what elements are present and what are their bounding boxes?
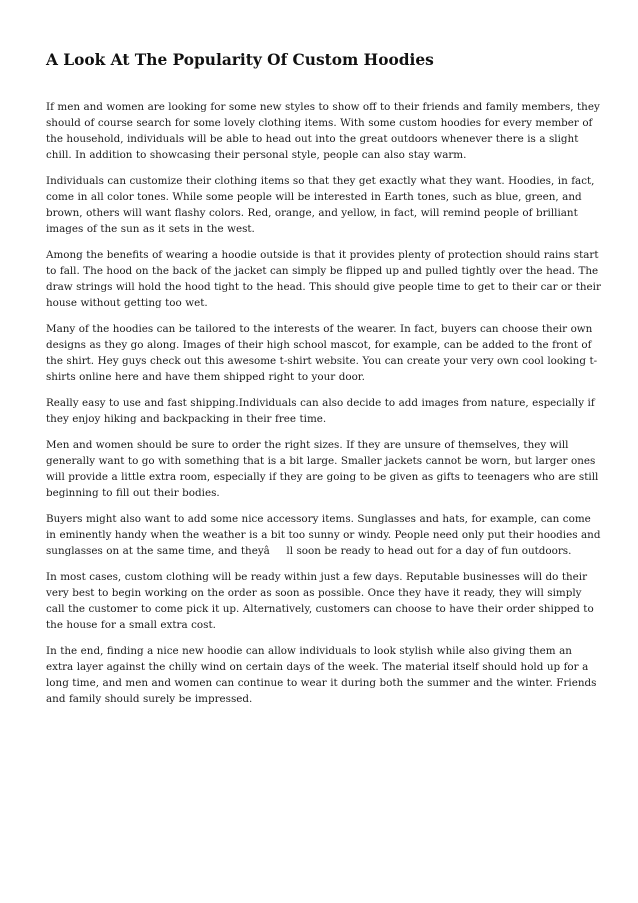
document-title: A Look At The Popularity Of Custom Hoodies: [46, 51, 434, 69]
document-body: [46, 99, 601, 717]
body-paragraph-4: Many of the hoodies can be tailored to the interests of the wearer. In fact, buyers can choose their own designs as they go along. Images of their high school mascot, for example, can be added to the front of the shirt. Hey guys check out this awesome t-shirt website. You can create your very own cool looking t-shirts online here and have them shipped right to your door.: [46, 323, 598, 383]
body-paragraph-1: If men and women are looking for some new styles to show off to their friends and family members, they should of course search for some lovely clothing items. With some custom hoodies for every member of the household, individuals will be able to head out into the great outdoors whenever there is a slight chill. In addition to showcasing their personal style, people can also stay warm.: [46, 101, 600, 161]
body-paragraph-3: Among the benefits of wearing a hoodie outside is that it provides plenty of protection should rains start to fall. The hood on the back of the jacket can simply be flipped up and pulled tightly over the head. The draw strings will hold the hood tight to the head. This should give people time to get to their car or their house without getting too wet.: [46, 249, 601, 309]
body-paragraph-9: In the end, finding a nice new hoodie can allow individuals to look stylish while also giving them an extra layer against the chilly wind on certain days of the week. The material itself should hold up for a long time, and men and women can continue to wear it during both the summer and the winter. Friends and family should surely be impressed.: [46, 645, 597, 705]
body-paragraph-8: In most cases, custom clothing will be ready within just a few days. Reputable businesses will do their very best to begin working on the order as soon as possible. Once they have it ready, they will simply call the customer to come pick it up. Alternatively, customers can choose to have their order shipped to the house for a small extra cost.: [46, 571, 594, 631]
body-paragraph-6: Men and women should be sure to order the right sizes. If they are unsure of themselves, they will generally want to go with something that is a bit large. Smaller jackets cannot be worn, but larger ones will provide a little extra room, especially if they are going to be given as gifts to teenagers who are still beginning to fill out their bodies.: [46, 439, 599, 499]
body-paragraph-7: Buyers might also want to add some nice accessory items. Sunglasses and hats, for example, can come in eminently handy when the weather is a bit too sunny or windy. People need only put their hoodies and sunglasses on at the same time, and theyâll soon be ready to head out for a day of fun outdoors.: [46, 513, 601, 557]
body-paragraph-5: Really easy to use and fast shipping.Individuals can also decide to add images from nature, especially if they enjoy hiking and backpacking in their free time.: [46, 397, 595, 425]
body-paragraph-2: Individuals can customize their clothing items so that they get exactly what they want. Hoodies, in fact, come in all color tones. While some people will be interested in Earth tones, such as blue, green, and brown, others will want flashy colors. Red, orange, and yellow, in fact, will remind people of brilliant images of the sun as it sets in the west.: [46, 175, 595, 235]
